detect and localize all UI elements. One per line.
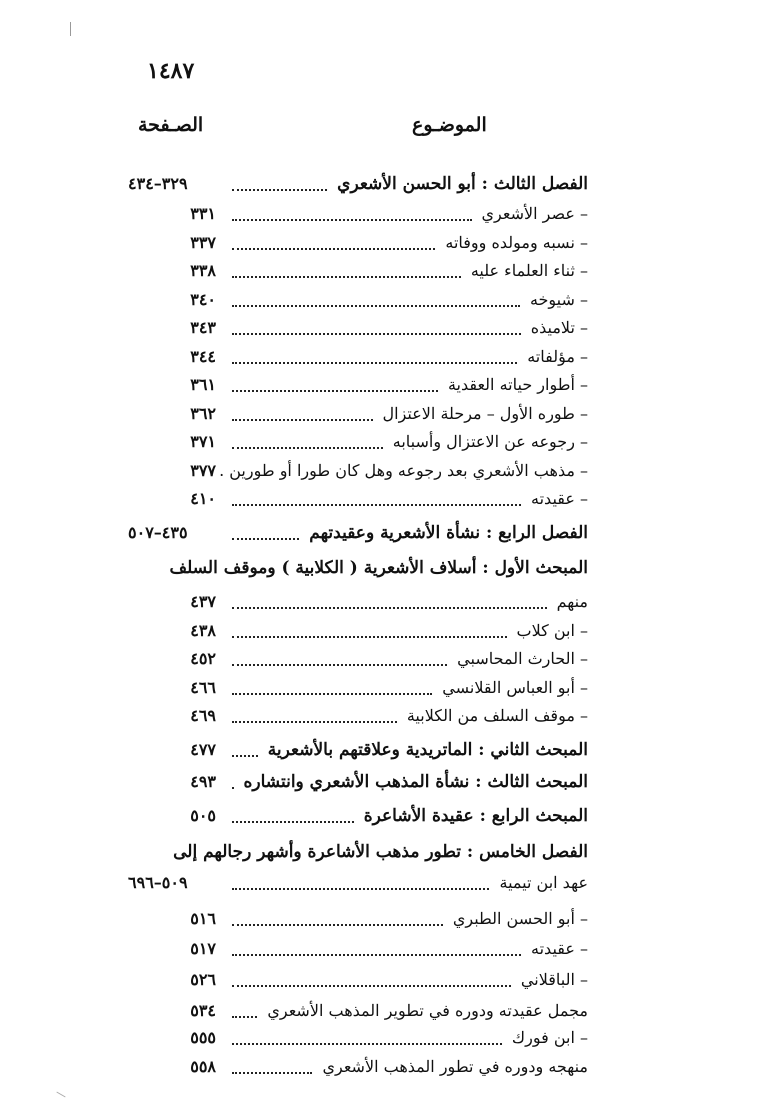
toc-entry-title: المبحث الثالث : نشأة المذهب الأشعري وانتشاره: [243, 772, 588, 792]
toc-entry-title: – طوره الأول – مرحلة الاعتزال: [382, 404, 588, 423]
toc-leader-dots: [232, 595, 547, 609]
toc-entry-title: – الباقلاني: [520, 970, 588, 989]
toc-leader-dots: [232, 1004, 257, 1018]
toc-entry-title: الفصل الرابع : نشأة الأشعرية وعقيدتهم: [309, 523, 588, 543]
toc-chapter-row: [0, 173, 765, 201]
toc-leader-dots: [232, 681, 432, 695]
corner-mark: [56, 1092, 65, 1098]
toc-entry-title: منهم: [556, 592, 588, 611]
toc-entry-page: ٣٦١: [190, 375, 216, 394]
toc-leader-dots: [232, 876, 489, 890]
toc-item-row: [0, 374, 765, 402]
toc-item-row: [0, 488, 765, 516]
toc-entry-page: ٣٣٨: [190, 261, 216, 280]
toc-entry-title: – رجوعه عن الاعتزال وأسبابه: [392, 432, 588, 451]
margin-mark: [70, 22, 71, 36]
toc-item-row: [0, 938, 765, 966]
toc-item-row: [0, 460, 765, 488]
toc-entry-page: ٥٠٩–٦٩٦: [128, 873, 188, 892]
toc-item-row: [0, 203, 765, 231]
toc-entry-title: – نسبه ومولده ووفاته: [445, 233, 588, 252]
toc-item-row: [0, 969, 765, 997]
toc-entry-page: ٣٤٠: [190, 290, 216, 309]
toc-leader-dots: [232, 743, 258, 757]
toc-entry-page: ٥١٦: [190, 909, 216, 928]
toc-item-row: [0, 1027, 765, 1055]
toc-item-row: [0, 289, 765, 317]
toc-entry-title: – موقف السلف من الكلابية: [406, 706, 588, 725]
toc-leader-dots: [232, 264, 461, 278]
toc-leader-dots: [232, 942, 521, 956]
toc-entry-title: – تلاميذه: [530, 318, 588, 337]
toc-entry-title: – مذهب الأشعري بعد رجوعه وهل كان طورا أو طورين .: [219, 461, 588, 480]
toc-entry-page: ٤٥٢: [190, 649, 216, 668]
toc-entry-title: – الحارث المحاسبي: [457, 649, 588, 668]
toc-entry-page: ٤٣٨: [190, 621, 216, 640]
toc-item-row: [0, 260, 765, 288]
toc-entry-title: – أطوار حياته العقدية: [447, 375, 588, 394]
toc-item-row: [0, 232, 765, 260]
toc-entry-title: عهد ابن تيمية: [499, 873, 588, 892]
toc-entry-page: ٤٦٦: [190, 678, 216, 697]
toc-leader-dots: [232, 435, 383, 449]
toc-entry-page: ٥٣٤: [190, 1001, 216, 1020]
toc-entry-page: ٥٥٨: [190, 1057, 216, 1076]
toc-entry-title: مجمل عقيدته ودوره في تطوير المذهب الأشعري: [267, 1001, 588, 1020]
page-number: ١٤٨٧: [147, 58, 195, 84]
toc-leader-dots: [232, 293, 520, 307]
toc-item-row: [0, 908, 765, 936]
toc-leader-dots: [232, 378, 438, 392]
toc-entry-page: ٤١٠: [190, 489, 216, 508]
toc-entry-title: – ابن كلاب: [516, 621, 588, 640]
toc-entry-title: – ابن فورك: [511, 1028, 588, 1047]
toc-item-row: [0, 317, 765, 345]
topic-column-label: الموضـوع: [412, 114, 487, 136]
toc-item-row: [0, 346, 765, 374]
toc-entry-title: الفصل الثالث : أبو الحسن الأشعري: [337, 174, 588, 194]
toc-leader-dots: [232, 973, 511, 987]
toc-chapter-row: [0, 522, 765, 550]
toc-entry-page: ٥٥٥: [190, 1028, 216, 1047]
toc-leader-dots: [232, 236, 435, 250]
toc-entry-page: ٣٧١: [190, 432, 216, 451]
toc-entry-title: – مؤلفاته: [527, 347, 588, 366]
toc-entry-page: ٥١٧: [190, 939, 216, 958]
toc-entry-page: ٤٦٩: [190, 706, 216, 725]
toc-item-row: [0, 591, 765, 619]
toc-chapter-row: [0, 841, 765, 869]
toc-entry-page: ٣٢٩–٤٣٤: [128, 174, 188, 193]
toc-item-row: [0, 403, 765, 431]
toc-entry-title: – شيوخه: [529, 290, 588, 309]
toc-item-row: [0, 677, 765, 705]
toc-entry-page: ٤٧٧: [190, 740, 216, 759]
toc-entry-title: – أبو العباس القلانسي: [442, 678, 588, 697]
toc-chapter-row: [0, 805, 765, 833]
toc-leader-dots: [232, 624, 507, 638]
toc-leader-dots: [232, 321, 521, 335]
toc-chapter-row: [0, 739, 765, 767]
toc-entry-page: ٤٣٧: [190, 592, 216, 611]
toc-entry-title: – عقيدته: [531, 489, 588, 508]
toc-leader-dots: [232, 809, 354, 823]
toc-leader-dots: [232, 775, 234, 789]
toc-entry-title: المبحث الأول : أسلاف الأشعرية ( الكلابية ) وموقف السلف: [169, 558, 588, 578]
toc-entry-page: ٣٣٧: [190, 233, 216, 252]
toc-leader-dots: [232, 177, 327, 191]
toc-entry-page: ٥٠٥: [190, 806, 216, 825]
toc-leader-dots: [232, 709, 397, 723]
toc-entry-title: – ثناء العلماء عليه: [470, 261, 588, 280]
toc-leader-dots: [232, 1031, 502, 1045]
toc-entry-title: المبحث الثاني : الماتريدية وعلاقتهم بالأشعرية: [267, 740, 588, 760]
toc-entry-page: ٣٤٣: [190, 318, 216, 337]
toc-leader-dots: [232, 1060, 312, 1074]
toc-item-row: [0, 872, 765, 900]
toc-entry-page: ٤٩٣: [190, 772, 216, 791]
toc-entry-title: منهجه ودوره في تطور المذهب الأشعري: [322, 1057, 588, 1076]
toc-entry-title: الفصل الخامس : تطور مذهب الأشاعرة وأشهر رجالهم إلى: [173, 842, 588, 862]
toc-entry-page: ٣٧٧: [190, 461, 216, 480]
toc-leader-dots: [232, 492, 521, 506]
toc-leader-dots: [232, 207, 472, 221]
toc-entry-title: المبحث الرابع : عقيدة الأشاعرة: [363, 806, 588, 826]
toc-entry-title: – عصر الأشعري: [481, 204, 588, 223]
toc-entry-title: – أبو الحسن الطبري: [452, 909, 588, 928]
toc-leader-dots: [232, 652, 447, 666]
toc-entry-page: ٣٤٤: [190, 347, 216, 366]
toc-chapter-row: [0, 557, 765, 585]
toc-item-row: [0, 620, 765, 648]
toc-leader-dots: [232, 526, 299, 540]
toc-leader-dots: [232, 912, 443, 926]
toc-entry-page: ٣٦٢: [190, 404, 216, 423]
toc-entry-page: ٤٣٥–٥٠٧: [128, 523, 188, 542]
toc-header: [0, 114, 765, 144]
toc-item-row: [0, 1000, 765, 1028]
toc-item-row: [0, 1056, 765, 1084]
toc-leader-dots: [232, 407, 373, 421]
toc-chapter-row: [0, 771, 765, 799]
page-column-label: الصـفحة: [138, 114, 204, 136]
toc-leader-dots: [232, 350, 517, 364]
toc-entry-title: – عقيدته: [531, 939, 588, 958]
toc-entry-page: ٥٢٦: [190, 970, 216, 989]
toc-item-row: [0, 648, 765, 676]
toc-item-row: [0, 705, 765, 733]
toc-item-row: [0, 431, 765, 459]
toc-entry-page: ٣٣١: [190, 204, 216, 223]
